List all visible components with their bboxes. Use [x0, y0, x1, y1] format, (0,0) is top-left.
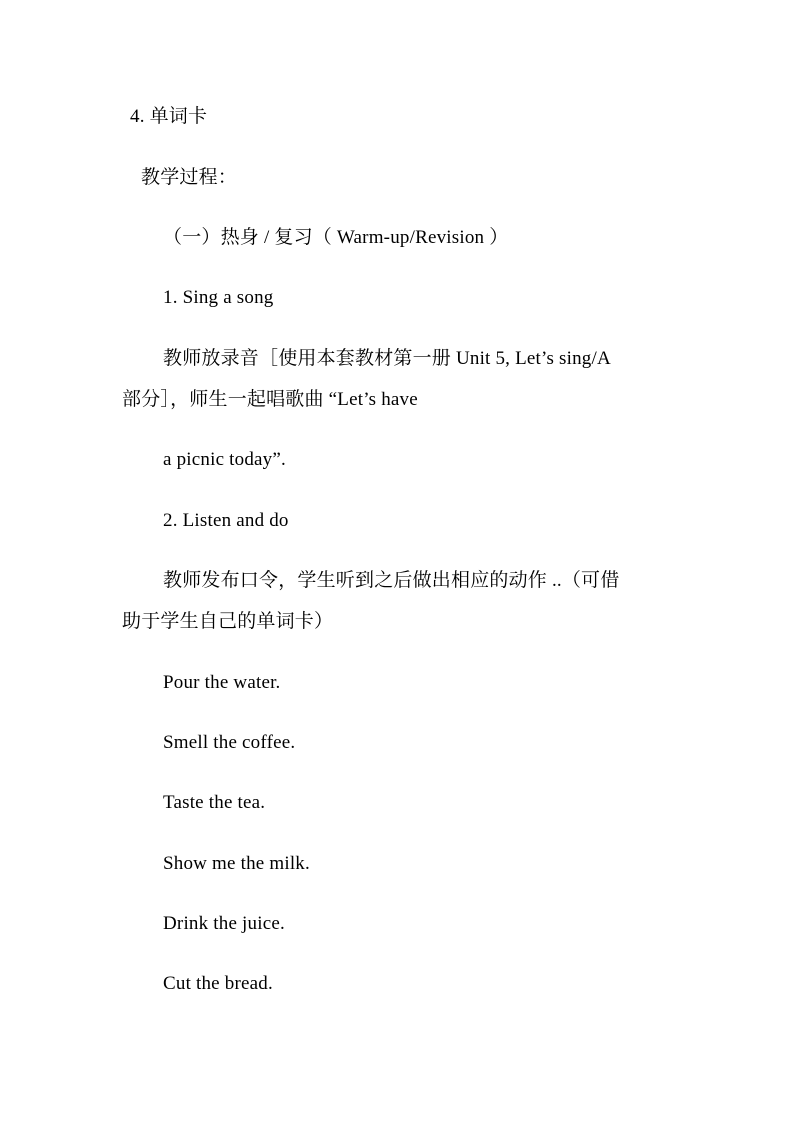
step-1-description-line-2: 部分］，师生一起唱歌曲 “Let’s have	[122, 389, 418, 410]
step-1-description-line-3: a picnic today”.	[163, 449, 286, 470]
command-item: Pour the water.	[163, 672, 281, 693]
command-item: Drink the juice.	[163, 913, 285, 934]
command-item: Show me the milk.	[163, 853, 310, 874]
command-item: Cut the bread.	[163, 973, 273, 994]
step-2-description-line-1: 教师发布口令，学生听到之后做出相应的动作 ..（可借	[163, 570, 620, 591]
step-2-description-line-2: 助于学生自己的单词卡）	[122, 611, 334, 632]
step-1-title: 1. Sing a song	[163, 287, 274, 308]
command-item: Smell the coffee.	[163, 732, 296, 753]
materials-item-word-cards: 4. 单词卡	[130, 106, 208, 127]
command-item: Taste the tea.	[163, 792, 266, 813]
teaching-process-label: 教学过程：	[141, 167, 238, 188]
section-heading-warm-up: （一）热身 / 复习（ Warm-up/Revision ）	[163, 227, 509, 248]
step-2-title: 2. Listen and do	[163, 510, 289, 531]
step-1-description-line-1: 教师放录音［使用本套教材第一册 Unit 5, Let’s sing/A	[163, 348, 611, 369]
